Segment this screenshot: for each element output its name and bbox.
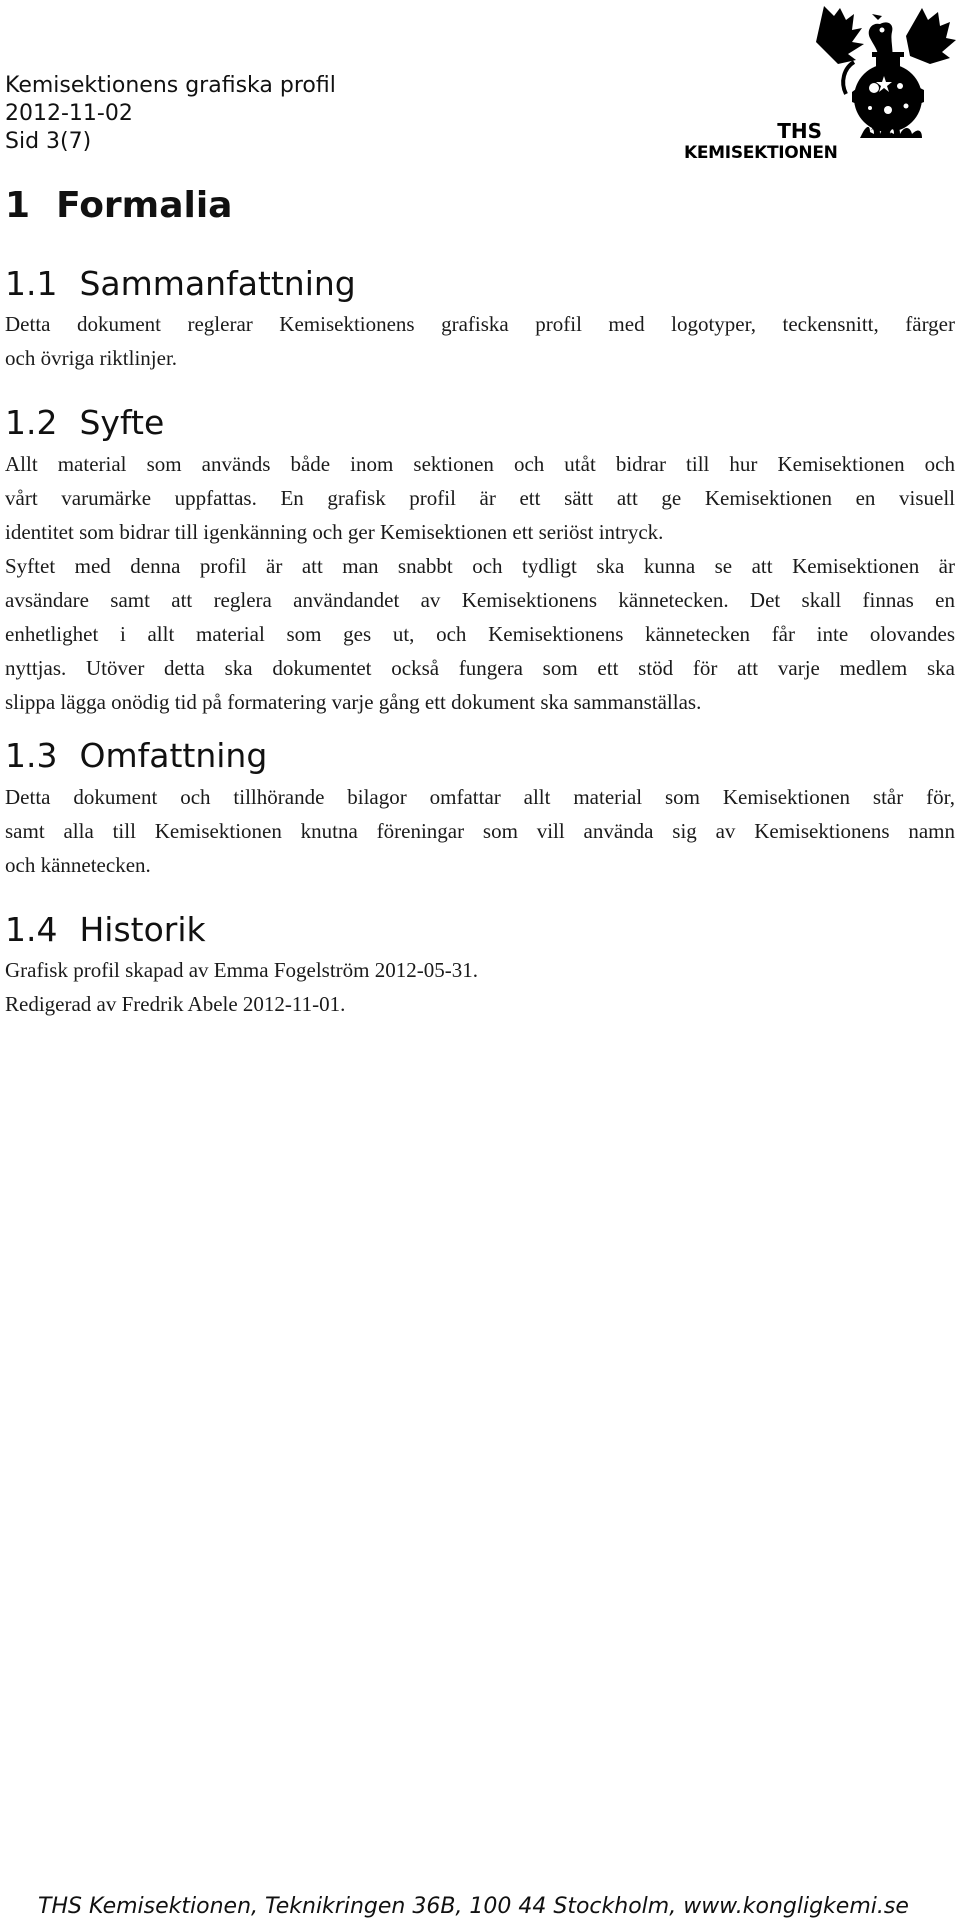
section-1-heading [5, 184, 232, 228]
section-1-4-body [5, 953, 955, 1021]
paragraph-line: Detta dokument och tillhörande bilagor omfattar allt material som Kemisektionen står för, [5, 785, 955, 809]
logo-org: THS [777, 119, 822, 143]
section-title: Omfattning [79, 736, 268, 775]
paragraph-line: Detta dokument reglerar Kemisektionens grafiska profil med logotyper, teckensnitt, färger [5, 312, 955, 336]
paragraph-line: slippa lägga onödig tid på formatering varje gång ett dokument ska sammanställas. [5, 690, 702, 714]
paragraph-line: Allt material som används både inom sektionen och utåt bidrar till hur Kemisektionen och [5, 452, 955, 476]
paragraph-line: nyttjas. Utöver detta ska dokumentet också fungera som ett stöd för att varje medlem ska [5, 656, 955, 680]
section-1-3-body [5, 780, 955, 882]
page-footer: THS Kemisektionen, Teknikringen 36B, 100 44 Stockholm, www.kongligkemi.se [38, 1894, 909, 1919]
logo-name: KEMISEKTIONEN [684, 143, 838, 163]
paragraph-line: avsändare samt att reglera användandet av Kemisektionens kännetecken. Det skall finnas en [5, 588, 955, 612]
section-number: 1.2 [5, 403, 58, 442]
paragraph-line: enhetlighet i allt material som ges ut, och Kemisektionens kännetecken får inte olovandes [5, 622, 955, 646]
paragraph-line: och kännetecken. [5, 853, 151, 877]
section-number: 1 [5, 185, 31, 226]
header-meta [5, 72, 336, 156]
section-title: Syfte [79, 403, 165, 442]
paragraph-line: vårt varumärke uppfattas. En grafisk profil är ett sätt att ge Kemisektionen en visuell [5, 486, 955, 510]
paragraph-line: och övriga riktlinjer. [5, 346, 178, 370]
ths-kemisektionen-logo [684, 2, 960, 170]
section-number: 1.1 [5, 264, 58, 303]
section-number: 1.4 [5, 910, 58, 949]
section-title: Sammanfattning [79, 264, 356, 303]
paragraph-line: Grafisk profil skapad av Emma Fogelström 2012-05-31. [5, 958, 478, 982]
section-1-1-heading [5, 264, 356, 304]
paragraph-line: Syftet med denna profil är att man snabbt och tydligt ska kunna se att Kemisektionen är [5, 554, 955, 578]
paragraph-line: samt alla till Kemisektionen knutna föreningar som vill använda sig av Kemisektionens namn [5, 819, 955, 843]
page-number: Sid 3(7) [5, 129, 92, 154]
section-1-4-heading [5, 910, 206, 950]
doc-date: 2012-11-02 [5, 101, 133, 126]
doc-title: Kemisektionens grafiska profil [5, 73, 336, 98]
section-1-3-heading [5, 736, 267, 776]
section-1-2-body [5, 447, 955, 719]
section-number: 1.3 [5, 736, 58, 775]
section-title: Historik [79, 910, 206, 949]
section-1-2-heading [5, 403, 164, 443]
paragraph-line: Redigerad av Fredrik Abele 2012-11-01. [5, 992, 346, 1016]
section-title: Formalia [56, 185, 233, 226]
section-1-1-body [5, 307, 955, 375]
paragraph-line: identitet som bidrar till igenkänning och ger Kemisektionen ett seriöst intryck. [5, 520, 664, 544]
logo-wordmark [684, 119, 838, 164]
